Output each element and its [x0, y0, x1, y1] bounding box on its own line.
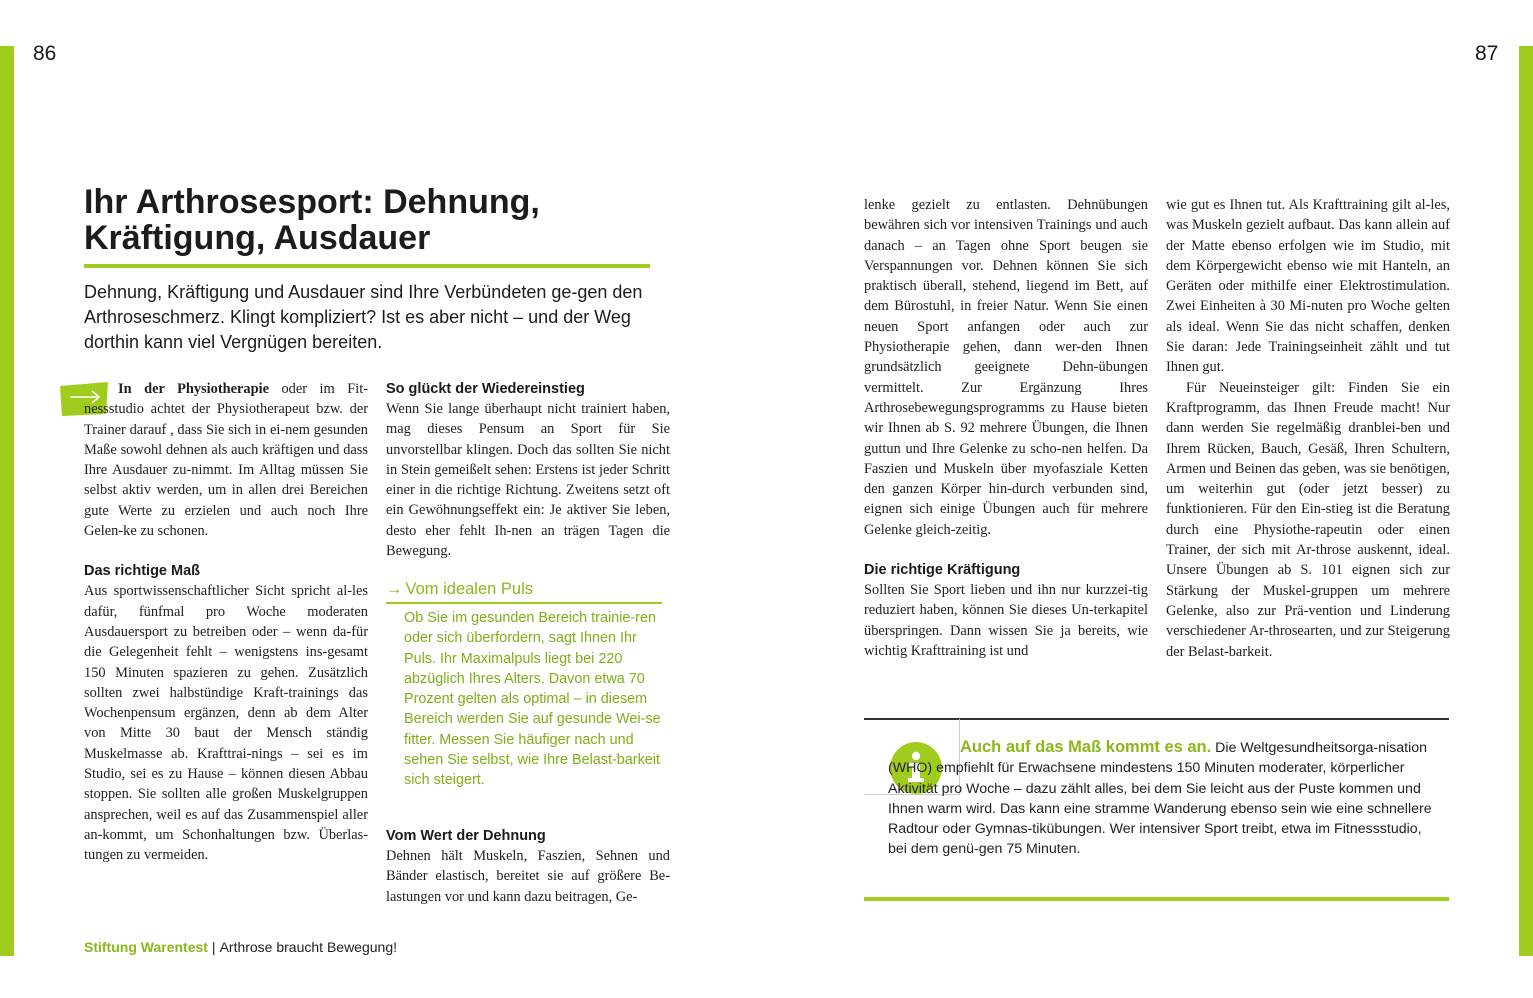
- column-3: [864, 195, 1148, 661]
- body-das-richtige-mass: Aus sportwissenschaftlicher Sicht spricht al-les dafür, fünfmal pro Woche moderaten Ausdauersport zu betreiben oder – wenn da-für die Gelegenheit fehlt – wenigstens ins-gesamt 150 Minuten spazieren zu gehen. Zusätzlich sollten zwei halbstündige Kraft-trainings das Wochenpensum ergänzen, denn ab dem Alter von Mitte 30 baut der Mensch ständig Muskelmasse ab. Krafttrai-nings – sei es im Studio, sei es zu Hause – können diesen Abbau stoppen. Sie sollten alle großen Muskelgruppen ansprechen, weil es auf das Zusammenspiel aller an-kommt, um Schonhaltungen bzw. Überlas-tungen zu vermeiden.: [84, 583, 368, 864]
- right-accent-bar: [1519, 46, 1533, 956]
- info-box-body: Die Weltgesundheitsorga-nisation (WHO) empfiehlt für Erwachsene mindestens 150 Minuten moderater, körperlicher Aktivität pro Woche – dazu zählt alles, bei dem Sie leicht aus der Puste kommen und Ihnen warm wird. Das kann eine stramme Wanderung ebenso sein wie eine schnellere Radtour oder Gymnas-tikübungen. Wer intensiver Sport treibt, etwa im Fitnessstudio, bei dem genü-gen 75 Minuten.: [888, 740, 1432, 858]
- footer-brand: Stiftung Warentest: [84, 939, 208, 955]
- intro-paragraph: [84, 379, 368, 541]
- footer-separator: |: [211, 939, 216, 955]
- column-2: [386, 379, 670, 561]
- page-title: [84, 184, 664, 256]
- body-dehnung-cont: lenke gezielt zu entlasten. Dehnübungen bewähren sich vor intensiven Trainings und auch danach – an Tagen ohne Sport beugen sie Verspannungen vor. Dehnen können Sie sich praktisch überall, stehend, liegend im Bett, auf dem Bürostuhl, in freier Natur. Wenn Sie einen neuen Sport anfangen oder auch zur Physiotherapie gehen, dann wer-den Ihnen grundsätzlich geeignete Dehn-übungen vermittelt. Zur Ergänzung Ihres Arthrosebewegungsprogramms zu Hause bieten wir Ihnen ab S. 92 mehrere Übungen, die Ihnen guttun und Ihre Gelenke zu scho-nen helfen. Da Faszien und Muskeln über myofasziale Ketten den ganzen Körper hin-durch verbunden sind, eignen sich einige Übungen auch für mehrere Gelenke gleich-zeitig.: [864, 197, 1148, 538]
- column-2-lower: [386, 826, 670, 907]
- info-box-heading: Auch auf das Maß kommt es an.: [960, 738, 1212, 756]
- intro-lead-in: In der Physiotherapie: [118, 381, 270, 397]
- column-4: [1166, 195, 1450, 662]
- title-underline: [84, 264, 650, 268]
- tip-box-puls: [386, 580, 670, 791]
- tip-box-body: Ob Sie im gesunden Bereich trainie-ren oder sich überfordern, sagt Ihnen Ihr Puls. Ihr Maximalpuls liegt bei 220 abzüglich Ihres Alters. Davon etwa 70 Prozent gelten als optimal – in diesem Bereich werden Sie auf gesunde Wei-se fitter. Messen Sie häufiger nach und sehen Sie selbst, wie Ihre Belast-barkeit sich steigert.: [404, 610, 661, 789]
- heading-wert-der-dehnung: Vom Wert der Dehnung: [386, 828, 546, 844]
- body-wiedereinstieg: Wenn Sie lange überhaupt nicht trainiert haben, mag dieses Pensum an Sport für Sie unvorstellbar klingen. Doch das sollten Sie nicht in Stein gemeißelt sehen: Erstens ist jeder Schritt einer in die richtige Richtung. Zweitens setzt oft ein Gewöhnungseffekt ein: Je aktiver Sie leben, desto eher fehlt Ih-nen an trägen Tagen die Bewegung.: [386, 401, 670, 560]
- tip-box-title: [386, 580, 662, 604]
- title-line-1: Ihr Arthrosesport: Dehnung,: [84, 183, 540, 221]
- lead-paragraph: Dehnung, Kräftigung und Ausdauer sind Ihre Verbündeten ge-gen den Arthroseschmerz. Klingt kompliziert? Ist es aber nicht – und der Weg dorthin kann viel Vergnügen bereiten.: [84, 282, 643, 352]
- body-kraeftigung: Sollten Sie Sport lieben und ihn nur kurzzei-tig reduziert haben, können Sie dieses Un-terkapitel überspringen. Dann wissen Sie ja bereits, wie wichtig Krafttraining ist und: [864, 582, 1148, 659]
- info-box-text: [888, 737, 1433, 860]
- title-line-2: Kräftigung, Ausdauer: [84, 219, 431, 257]
- heading-kraeftigung: Die richtige Kräftigung: [864, 562, 1021, 579]
- arrow-icon: →: [386, 580, 403, 598]
- column-1: [84, 379, 368, 866]
- body-wert-der-dehnung: Dehnen hält Muskeln, Faszien, Sehnen und Bänder elastisch, bereitet sie auf größere Be-lastungen vor und kann dazu beitragen, Ge-: [386, 848, 670, 905]
- info-box-bottom-rule: [864, 897, 1449, 901]
- page-footer: [84, 939, 397, 955]
- body-krafttraining: wie gut es Ihnen tut. Als Krafttraining gilt al-les, was Muskeln gezielt aufbaut. Das kann allein auf der Matte ebenso erfolgen wie im Studio, mit dem Körpergewicht ebenso wie mit Hanteln, an Geräten oder mithilfe einer Elektrostimulation. Zwei Einheiten à 30 Mi-nuten pro Woche gelten als ideal. Wenn Sie das nicht schaffen, denken Sie daran: Jede Trainingseinheit zählt und tut Ihnen gut.: [1166, 197, 1450, 376]
- tip-box-title-text: Vom idealen Puls: [405, 580, 533, 598]
- heading-das-richtige-mass: Das richtige Maß: [84, 563, 201, 580]
- body-neueinsteiger: Für Neueinsteiger gilt: Finden Sie ein Kraftprogramm, das Ihnen Freude macht! Nur dann werden Sie regelmäßig dranblei-ben und Ihrem Rücken, Bauch, Gesäß, Ihren Schultern, Armen und Beinen das geben, was sie benötigen, um weiterhin gut (oder jetzt besser) zu funktionieren. Für den Ein-stieg ist die Beratung durch eine Physiothe-rapeutin oder einen Trainer, der sich mit Ar-throse auskennt, ideal. Unsere Übungen ab S. 101 eignen sich zur Stärkung der Muskel-gruppen um mehrere Gelenke, also zur Prä-vention und Linderung verschiedener Ar-throsearten, und zur Steigerung der Belast-barkeit.: [1166, 379, 1450, 660]
- intro-text: oder im Fit-nessstudio achtet der Physiotherapeut bzw. der Trainer darauf , dass Sie sich in ei-nem gesunden Maße sowohl dehnen als auch kräftigen und dass Ihre Ausdauer zu-nimmt. Im Alltag müssen Sie selbst aktiv werden, um in allen drei Bereichen gute Werte zu erzielen und auch noch Ihre Gelen-ke zu schonen.: [84, 381, 368, 540]
- page-number-right: 87: [1475, 42, 1499, 65]
- page-number-left: 86: [33, 42, 57, 65]
- heading-wiedereinstieg: So glückt der Wiedereinstieg: [386, 381, 585, 397]
- left-accent-bar: [0, 46, 14, 956]
- footer-book-title: Arthrose braucht Bewegung!: [219, 939, 398, 955]
